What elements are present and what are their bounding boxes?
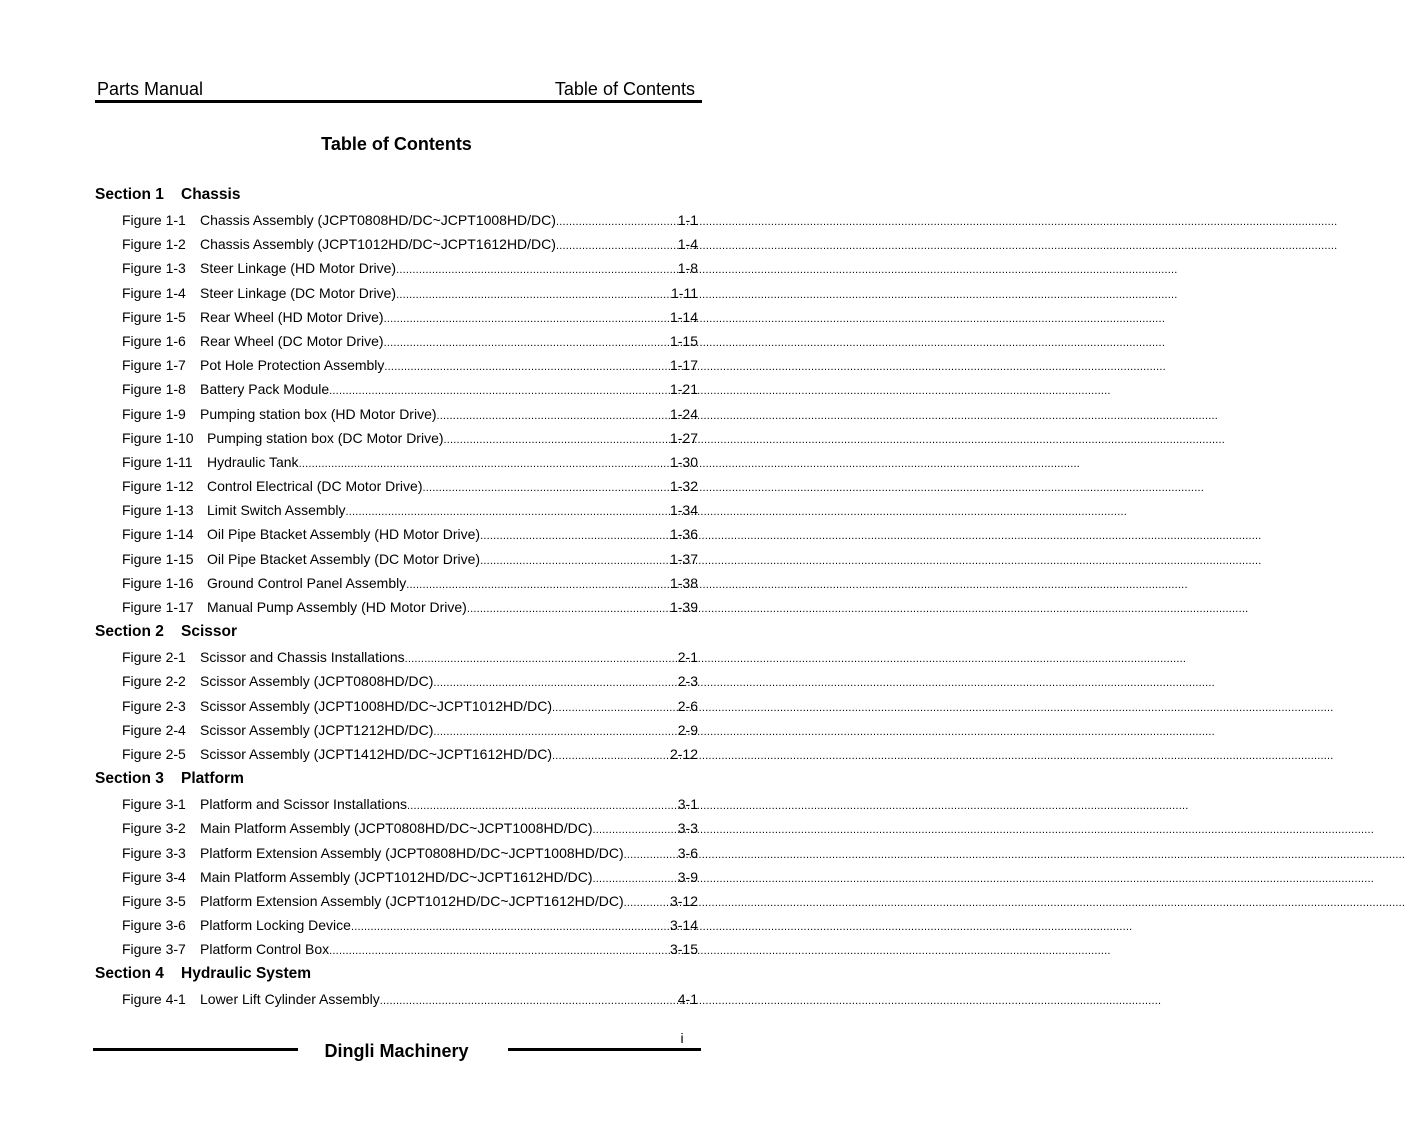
dot-leader [422,474,669,500]
toc-page-number: 4-1 [677,991,698,1008]
toc-entry-title: Platform and Scissor Installations [200,796,407,813]
toc-page-number: 1-24 [669,405,698,422]
toc-page-number: 1-34 [669,502,698,519]
toc-entry[interactable] [95,571,698,595]
footer-rule-right [508,1048,701,1051]
toc-entry-title: Oil Pipe Btacket Assembly (HD Motor Drive) [207,526,481,543]
toc-figure-number: Figure 1-17 [122,599,194,615]
dot-leader [405,645,678,671]
toc-entry[interactable] [95,987,698,1011]
toc-page-number: 1-14 [669,308,698,325]
toc-entry-title: Lower Lift Cylinder Assembly [200,991,380,1008]
toc-entry-title: Chassis Assembly (JCPT1012HD/DC~JCPT1612HD/DC) [200,236,556,253]
toc-entry-title: Platform Locking Device [200,917,351,934]
toc-entry[interactable] [95,816,698,840]
dot-leader [556,232,678,258]
toc-figure-number: Figure 1-5 [122,308,186,325]
toc-figure-number: Figure 3-6 [122,917,186,934]
dot-leader [624,889,670,915]
toc-figure-number: Figure 2-1 [122,649,186,666]
toc-figure-number: Figure 1-13 [122,502,194,519]
toc-entry-title: Scissor and Chassis Installations [200,649,405,666]
dot-leader [396,256,678,282]
toc-entry[interactable] [95,742,698,766]
toc-entry[interactable] [95,450,698,474]
toc-figure-number: Figure 1-3 [122,260,186,277]
toc-page-number: 1-21 [669,381,698,398]
toc-figure-number: Figure 1-9 [122,405,186,422]
dot-leader [384,353,670,379]
toc-entry-title: Pot Hole Protection Assembly [200,357,385,374]
section-number: Section 4 [95,965,164,983]
toc-entry[interactable] [95,718,698,742]
toc-figure-number: Figure 1-7 [122,357,186,374]
toc-entry[interactable] [95,474,698,498]
toc-figure-number: Figure 3-1 [122,796,186,813]
page-footer [0,1030,793,1070]
section-number: Section 1 [95,186,164,203]
section-heading[interactable] [95,619,698,645]
toc-entry-title: Rear Wheel (DC Motor Drive) [200,332,384,349]
toc-entry-title: Main Platform Assembly (JCPT1012HD/DC~JCPT1612HD/DC) [200,868,593,885]
toc-figure-number: Figure 1-16 [122,574,194,591]
toc-figure-number: Figure 1-1 [122,212,186,228]
toc-page-number: 1-17 [669,357,698,374]
page-header [95,78,702,103]
toc-entry-title: Hydraulic Tank [207,453,299,470]
toc-figure-number: Figure 1-14 [122,526,194,543]
toc-entry-title: Manual Pump Assembly (HD Motor Drive) [207,599,467,615]
toc-entry-title: Platform Extension Assembly (JCPT1012HD/DC~JCPT1612HD/DC) [200,892,624,909]
dot-leader [444,426,670,452]
toc-page-number: 1-32 [669,478,698,495]
dot-leader [396,281,671,307]
toc-entry-title: Platform Control Box [200,941,330,958]
toc-entry-title: Scissor Assembly (JCPT1412HD/DC~JCPT1612HD/DC) [200,745,553,762]
toc-entry[interactable] [95,232,698,256]
toc-page-number: 3-1 [677,796,698,813]
dot-leader [624,841,678,867]
header-manual-name: Parts Manual [97,79,204,99]
dot-leader [437,402,670,428]
toc-entry[interactable] [95,281,698,305]
dot-leader [406,571,670,597]
toc-entry[interactable] [95,865,698,889]
section-heading[interactable] [95,182,698,208]
toc-page-number: 3-14 [669,917,698,934]
toc-page-number: 1-4 [677,236,698,253]
dot-leader [384,305,670,331]
toc-entry-title: Steer Linkage (DC Motor Drive) [200,284,397,301]
toc-figure-number: Figure 3-7 [122,941,186,958]
toc-page-number: 1-36 [669,526,698,543]
toc-figure-number: Figure 1-2 [122,236,186,253]
dot-leader [593,865,678,891]
dot-leader [345,498,669,524]
toc-figure-number: Figure 2-2 [122,673,186,690]
toc-entry-title: Battery Pack Module [200,381,330,398]
toc-entry[interactable] [95,937,698,961]
dot-leader [552,742,670,768]
toc-entry-title: Oil Pipe Btacket Assembly (DC Motor Drive) [207,550,481,567]
toc-entry[interactable] [95,889,698,913]
section-name: Scissor [181,623,238,641]
dot-leader [299,450,670,476]
toc-entry-title: Scissor Assembly (JCPT0808HD/DC) [200,673,434,690]
section-heading[interactable] [95,766,698,792]
toc-figure-number: Figure 2-5 [122,745,186,762]
section-heading[interactable] [95,961,698,987]
dot-leader [593,816,678,842]
page-title: Table of Contents [321,134,472,154]
toc-entry-title: Pumping station box (DC Motor Drive) [207,429,444,446]
toc-entry[interactable] [95,208,698,232]
header-section-name: Table of Contents [554,79,695,99]
toc-entry[interactable] [95,329,698,353]
toc-figure-number: Figure 1-15 [122,550,194,567]
toc-figure-number: Figure 3-4 [122,868,186,885]
toc-figure-number: Figure 1-10 [122,429,194,446]
toc-figure-number: Figure 3-3 [122,844,186,861]
toc-entry[interactable] [95,645,698,669]
footer-brand: Dingli Machinery [324,1041,469,1061]
toc-page-number: 1-1 [677,212,698,228]
toc-page-number: 1-39 [669,599,698,615]
toc-entry-title: Limit Switch Assembly [207,502,346,519]
toc-entry[interactable] [95,522,698,546]
toc-entry[interactable] [95,694,698,718]
dot-leader [407,792,678,818]
section-number: Section 2 [95,623,164,641]
toc-entry-title: Scissor Assembly (JCPT1008HD/DC~JCPT1012HD/DC) [200,697,553,714]
toc-entry-title: Main Platform Assembly (JCPT0808HD/DC~JCPT1008HD/DC) [200,820,593,837]
toc-entry[interactable] [95,841,698,865]
toc-figure-number: Figure 4-1 [122,991,186,1008]
toc-page-number: 3-6 [677,844,698,861]
toc-page-number: 1-38 [669,574,698,591]
toc-entry-title: Chassis Assembly (JCPT0808HD/DC~JCPT1008HD/DC) [200,212,556,228]
section-name: Hydraulic System [181,965,312,983]
toc-page-number: 2-12 [669,745,698,762]
toc-entry[interactable] [95,402,698,426]
toc-page-number: 3-15 [669,941,698,958]
toc-figure-number: Figure 3-5 [122,892,186,909]
toc-entry[interactable] [95,595,698,619]
table-of-contents [95,182,698,1012]
toc-figure-number: Figure 1-8 [122,381,186,398]
page-number: i [680,1030,684,1046]
toc-entry-title: Steer Linkage (HD Motor Drive) [200,260,397,277]
dot-leader [480,547,670,573]
dot-leader [351,913,670,939]
toc-figure-number: Figure 2-4 [122,721,186,738]
dot-leader [556,208,678,234]
toc-page-number: 2-6 [677,697,698,714]
dot-leader [329,937,670,963]
toc-entry-title: Ground Control Panel Assembly [207,574,407,591]
dot-leader [552,694,678,720]
dot-leader [329,377,670,403]
dot-leader [480,522,670,548]
toc-page-number: 3-3 [677,820,698,837]
toc-page-number: 1-30 [669,453,698,470]
dot-leader [380,987,678,1013]
toc-page-number: 1-8 [677,260,698,277]
toc-entry-title: Rear Wheel (HD Motor Drive) [200,308,384,325]
toc-entry[interactable] [95,547,698,571]
toc-entry[interactable] [95,913,698,937]
toc-entry[interactable] [95,377,698,401]
toc-page-number: 2-1 [677,649,698,666]
toc-figure-number: Figure 1-11 [122,453,193,470]
toc-page-number: 3-12 [669,892,698,909]
toc-entry-title: Scissor Assembly (JCPT1212HD/DC) [200,721,434,738]
toc-page-number: 1-11 [671,284,698,301]
toc-entry[interactable] [95,498,698,522]
toc-entry[interactable] [95,426,698,450]
toc-entry-title: Platform Extension Assembly (JCPT0808HD/DC~JCPT1008HD/DC) [200,844,624,861]
toc-figure-number: Figure 3-2 [122,820,186,837]
toc-entry[interactable] [95,792,698,816]
dot-leader [433,669,677,695]
toc-figure-number: Figure 1-6 [122,332,186,349]
section-number: Section 3 [95,770,164,788]
section-name: Platform [181,770,244,788]
toc-entry-title: Control Electrical (DC Motor Drive) [207,478,423,495]
toc-entry[interactable] [95,353,698,377]
section-name: Chassis [181,186,241,203]
dot-leader [467,595,670,621]
toc-figure-number: Figure 2-3 [122,697,186,714]
toc-page-number: 1-15 [669,332,698,349]
toc-entry[interactable] [95,256,698,280]
dot-leader [384,329,670,355]
toc-page-number: 3-9 [677,868,698,885]
toc-figure-number: Figure 1-4 [122,284,186,301]
toc-page-number: 2-9 [677,721,698,738]
dot-leader [433,718,677,744]
toc-page-number: 1-37 [669,550,698,567]
toc-page-number: 1-27 [669,429,698,446]
toc-entry[interactable] [95,305,698,329]
toc-page-number: 2-3 [677,673,698,690]
toc-entry-title: Pumping station box (HD Motor Drive) [200,405,437,422]
toc-figure-number: Figure 1-12 [122,478,194,495]
toc-entry[interactable] [95,669,698,693]
